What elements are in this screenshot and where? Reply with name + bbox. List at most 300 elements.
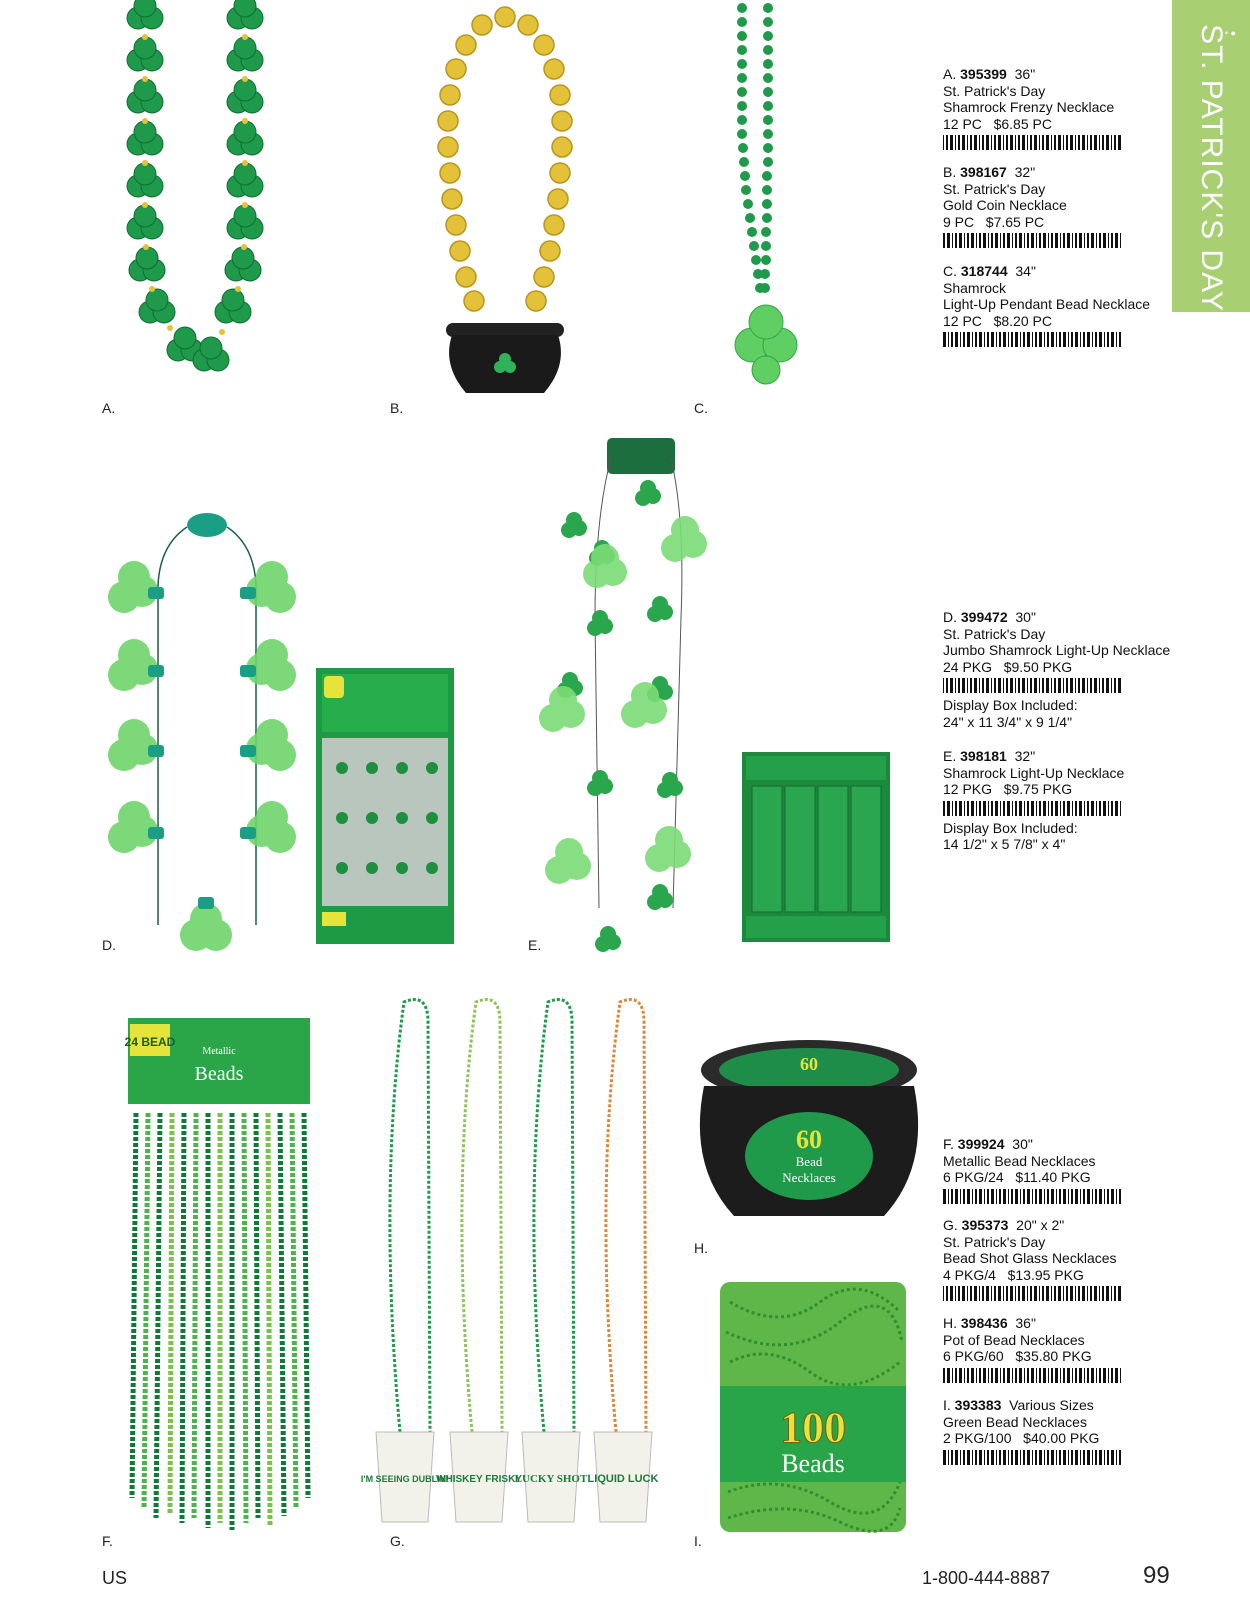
- barcode-bar: [1043, 801, 1046, 816]
- barcode-bar: [1108, 801, 1109, 816]
- barcode-bar: [1011, 1450, 1013, 1465]
- barcode-bar: [987, 332, 989, 347]
- product-line: St. Patrick's Day: [943, 1233, 1046, 1250]
- barcode: [943, 1368, 1203, 1383]
- barcode-bar: [999, 1189, 1001, 1204]
- metallic-count-text: 24 BEAD: [124, 1035, 176, 1049]
- barcode-bar: [1068, 1189, 1069, 1204]
- photo-b-gold-coin-necklace: [430, 5, 580, 410]
- pot-word1-text: Bead: [795, 1154, 823, 1169]
- product-line: St. Patrick's Day: [943, 180, 1046, 197]
- barcode-bar: [1082, 678, 1085, 693]
- barcode-bar: [1027, 1368, 1029, 1383]
- barcode-bar: [1058, 135, 1061, 150]
- product-a: [943, 66, 1203, 150]
- barcode-bar: [1034, 1286, 1037, 1301]
- barcode-bar: [1011, 1189, 1013, 1204]
- barcode-bar: [1063, 332, 1066, 347]
- barcode-bar: [1084, 1368, 1085, 1383]
- barcode-bar: [955, 233, 957, 248]
- barcode-bar: [972, 332, 973, 347]
- barcode-bar: [1087, 678, 1088, 693]
- barcode-bar: [1056, 1189, 1057, 1204]
- product-line: Bead Shot Glass Necklaces: [943, 1250, 1117, 1266]
- barcode-bar: [1019, 801, 1022, 816]
- product-line: Shamrock Frenzy Necklace: [943, 99, 1115, 115]
- barcode-bar: [1103, 801, 1106, 816]
- barcode-bar: [979, 1368, 981, 1383]
- barcode-bar: [1054, 1286, 1056, 1301]
- barcode-bar: [1010, 678, 1013, 693]
- barcode-bar: [1044, 1450, 1045, 1465]
- product-f: [943, 1136, 1203, 1204]
- barcode-bar: [1051, 1450, 1054, 1465]
- barcode-bar: [1020, 1450, 1021, 1465]
- barcode-bar: [1036, 233, 1037, 248]
- barcode-bar: [967, 1368, 969, 1383]
- barcode-bar: [1071, 1189, 1073, 1204]
- barcode-bar: [979, 332, 982, 347]
- barcode-bar: [1095, 1450, 1097, 1465]
- barcode-bar: [1039, 801, 1041, 816]
- barcode-bar: [1034, 135, 1037, 150]
- barcode-bar: [946, 1286, 948, 1301]
- barcode-bar: [950, 1286, 953, 1301]
- barcode-bar: [1104, 332, 1105, 347]
- barcode-bar: [955, 1189, 958, 1204]
- photo-label-d: D.: [102, 937, 116, 953]
- barcode-bar: [971, 233, 974, 248]
- barcode-bar: [1003, 678, 1004, 693]
- barcode-bar: [1078, 135, 1080, 150]
- barcode-bar: [991, 1450, 994, 1465]
- barcode-bar: [1044, 332, 1045, 347]
- barcode-bar: [1104, 1450, 1105, 1465]
- product-c: [943, 263, 1203, 347]
- barcode-bar: [1031, 1368, 1034, 1383]
- barcode-bar: [1054, 678, 1056, 693]
- barcode-bar: [959, 801, 962, 816]
- barcode-bar: [1084, 233, 1085, 248]
- barcode-bar: [975, 332, 977, 347]
- barcode-bar: [1111, 135, 1112, 150]
- photo-label-i: I.: [694, 1533, 702, 1549]
- photo-i-100-beads-jar: [720, 1282, 906, 1532]
- barcode-bar: [943, 801, 945, 816]
- barcode-bar: [976, 801, 977, 816]
- barcode-bar: [1055, 1368, 1058, 1383]
- product-line: Light-Up Pendant Bead Necklace: [943, 296, 1151, 312]
- barcode: [943, 332, 1203, 347]
- barcode-bar: [1094, 135, 1097, 150]
- barcode-bar: [998, 135, 1001, 150]
- barcode-bar: [960, 1450, 961, 1465]
- product-size: 36": [1015, 1315, 1036, 1331]
- barcode-bar: [1023, 1189, 1025, 1204]
- barcode-bar: [1066, 1286, 1068, 1301]
- barcode-bar: [1048, 233, 1049, 248]
- barcode-bar: [1066, 135, 1068, 150]
- barcode-bar: [1099, 332, 1102, 347]
- barcode-bar: [982, 135, 984, 150]
- barcode-bar: [955, 1368, 957, 1383]
- barcode-bar: [1051, 1286, 1052, 1301]
- barcode-bar: [1060, 801, 1061, 816]
- product-g: [943, 1217, 1203, 1301]
- barcode-bar: [963, 1450, 965, 1465]
- barcode-bar: [1107, 1450, 1109, 1465]
- barcode-bar: [1024, 801, 1025, 816]
- barcode-bar: [1072, 801, 1073, 816]
- footer-region: US: [102, 1568, 128, 1588]
- barcode-bar: [1051, 1368, 1053, 1383]
- product-line: Jumbo Shamrock Light-Up Necklace: [943, 642, 1171, 658]
- barcode-bar: [1027, 1189, 1030, 1204]
- barcode-bar: [996, 332, 997, 347]
- barcode-bar: [995, 233, 998, 248]
- barcode-bar: [1087, 332, 1090, 347]
- glass3-text: LUCKY SHOT: [514, 1473, 588, 1485]
- barcode-bar: [1099, 233, 1101, 248]
- barcode-bar: [1018, 1286, 1020, 1301]
- barcode-bar: [1015, 801, 1017, 816]
- barcode-bar: [983, 233, 986, 248]
- barcode-bar: [1042, 135, 1044, 150]
- barcode-bar: [948, 1189, 949, 1204]
- barcode-bar: [1063, 1450, 1066, 1465]
- barcode-bar: [979, 1189, 982, 1204]
- barcode-bar: [1108, 233, 1109, 248]
- barcode-bar: [1018, 135, 1020, 150]
- barcode-bar: [1075, 1450, 1078, 1465]
- barcode-bar: [1059, 1189, 1061, 1204]
- barcode-bar: [1027, 332, 1030, 347]
- barcode-bar: [1092, 1189, 1093, 1204]
- barcode-bar: [1080, 1189, 1081, 1204]
- barcode-bar: [1087, 1286, 1088, 1301]
- barcode-bar: [1063, 1189, 1066, 1204]
- barcode-bar: [1027, 1286, 1028, 1301]
- barcode-bar: [995, 1368, 998, 1383]
- barcode-bar: [1024, 233, 1025, 248]
- barcode-bar: [1006, 1286, 1008, 1301]
- barcode-bar: [1055, 233, 1058, 248]
- barcode-bar: [979, 801, 981, 816]
- barcode-bar: [1099, 1368, 1101, 1383]
- barcode-bar: [1067, 801, 1070, 816]
- barcode-bar: [943, 1368, 945, 1383]
- barcode-bar: [1015, 332, 1018, 347]
- photo-a-shamrock-frenzy-necklace: [100, 0, 290, 405]
- product-line: 9 PC $7.65 PC: [943, 213, 1045, 230]
- barcode-bar: [1068, 332, 1069, 347]
- barcode-bar: [1106, 135, 1109, 150]
- barcode-bar: [947, 801, 950, 816]
- barcode-bar: [1042, 1286, 1044, 1301]
- barcode-bar: [1003, 1368, 1005, 1383]
- barcode-bar: [1027, 1450, 1030, 1465]
- barcode-bar: [979, 233, 981, 248]
- barcode-bar: [1039, 135, 1040, 150]
- barcode-bar: [1075, 801, 1077, 816]
- barcode-bar: [1058, 1286, 1061, 1301]
- barcode-bar: [974, 1286, 977, 1301]
- barcode-bar: [952, 1368, 953, 1383]
- photo-d-display-box: [316, 668, 454, 944]
- barcode-bar: [951, 1450, 953, 1465]
- barcode-bar: [1047, 1450, 1049, 1465]
- barcode-bar: [1058, 678, 1061, 693]
- barcode-bar: [1007, 233, 1010, 248]
- footer-phone: 1-800-444-8887: [922, 1568, 1051, 1588]
- barcode-bar: [1099, 1189, 1102, 1204]
- barcode-bar: [1059, 332, 1061, 347]
- barcode-bar: [1063, 135, 1064, 150]
- barcode-bar: [1080, 1450, 1081, 1465]
- barcode-bar: [1106, 678, 1109, 693]
- barcode-bar: [970, 678, 972, 693]
- product-i: [943, 1397, 1203, 1465]
- barcode-bar: [1075, 1189, 1078, 1204]
- barcode-bar: [1111, 1450, 1114, 1465]
- barcode-bar: [1015, 1189, 1018, 1204]
- barcode-bar: [1006, 678, 1008, 693]
- jar-count-text: 100: [780, 1403, 846, 1452]
- barcode-bar: [1083, 1450, 1085, 1465]
- barcode-bar: [999, 332, 1001, 347]
- barcode-bar: [967, 135, 968, 150]
- photo-label-e: E.: [528, 937, 542, 953]
- product-letter: C.: [943, 263, 957, 279]
- barcode-bar: [998, 1286, 1001, 1301]
- barcode-bar: [1048, 801, 1049, 816]
- photo-e-display-box: [742, 752, 890, 942]
- barcode-bar: [1111, 1189, 1114, 1204]
- barcode-bar: [1003, 1450, 1006, 1465]
- barcode-bar: [991, 233, 993, 248]
- photo-c-pendant-bead-necklace: [718, 0, 818, 410]
- barcode-bar: [1068, 1450, 1069, 1465]
- barcode-bar: [1027, 678, 1028, 693]
- barcode-bar: [970, 1286, 972, 1301]
- barcode-bar: [1111, 332, 1114, 347]
- barcode-bar: [1115, 1368, 1118, 1383]
- barcode-bar: [1010, 1286, 1013, 1301]
- barcode-bar: [1022, 135, 1025, 150]
- barcode-bar: [1060, 1368, 1061, 1383]
- glass2-text: WHISKEY FRISKY: [436, 1474, 522, 1485]
- product-line: Pot of Bead Necklaces: [943, 1331, 1085, 1348]
- product-size: 20" x 2": [1016, 1217, 1065, 1233]
- photo-e-shamrock-light-up-necklace: [555, 438, 725, 966]
- glass1-text: I'M SEEING DUBLIN!: [360, 1474, 450, 1484]
- barcode: [943, 1286, 1203, 1301]
- barcode-bar: [1051, 1189, 1054, 1204]
- barcode-bar: [1108, 1368, 1109, 1383]
- barcode-bar: [986, 135, 989, 150]
- barcode-bar: [1063, 1286, 1064, 1301]
- barcode-bar: [1102, 135, 1104, 150]
- barcode-bar: [962, 678, 965, 693]
- barcode-bar: [1070, 1286, 1073, 1301]
- jar-word-text: Beads: [781, 1449, 845, 1478]
- photo-label-a: A.: [102, 400, 116, 416]
- barcode-bar: [967, 233, 969, 248]
- barcode-bar: [1118, 1286, 1121, 1301]
- barcode-bar: [1007, 801, 1010, 816]
- barcode-bar: [999, 1450, 1001, 1465]
- barcode-bar: [1027, 233, 1029, 248]
- barcode: [943, 1450, 1203, 1465]
- barcode-bar: [987, 1450, 989, 1465]
- barcode-bar: [955, 1450, 958, 1465]
- barcode-bar: [1022, 1286, 1025, 1301]
- barcode-bar: [1090, 135, 1092, 150]
- barcode-bar: [963, 1189, 965, 1204]
- barcode-bar: [1071, 1450, 1073, 1465]
- barcode-bar: [1087, 801, 1089, 816]
- barcode-bar: [952, 233, 953, 248]
- barcode-bar: [967, 1286, 968, 1301]
- product-extra: 24" x 11 3/4" x 9 1/4": [943, 713, 1073, 730]
- barcode-bar: [1019, 233, 1022, 248]
- barcode-bar: [1115, 233, 1118, 248]
- barcode-bar: [996, 1450, 997, 1465]
- barcode-bar: [1118, 135, 1121, 150]
- barcode-bar: [943, 1286, 944, 1301]
- barcode-bar: [1030, 1286, 1032, 1301]
- barcode-bar: [960, 332, 961, 347]
- barcode-bar: [955, 678, 956, 693]
- barcode-bar: [1070, 135, 1073, 150]
- barcode-bar: [967, 1450, 970, 1465]
- barcode-bar: [1011, 332, 1013, 347]
- product-sku: 398167: [960, 164, 1007, 180]
- barcode-bar: [1094, 678, 1097, 693]
- barcode-bar: [1055, 801, 1058, 816]
- barcode-bar: [1116, 1189, 1117, 1204]
- barcode-bar: [1091, 801, 1094, 816]
- barcode-bar: [1042, 678, 1044, 693]
- barcode-bar: [1015, 678, 1016, 693]
- barcode-bar: [959, 1368, 962, 1383]
- barcode-bar: [1056, 332, 1057, 347]
- product-line: 6 PKG/24 $11.40 PKG: [943, 1169, 1091, 1185]
- barcode-bar: [955, 135, 956, 150]
- barcode-bar: [986, 1286, 989, 1301]
- barcode-bar: [991, 678, 992, 693]
- barcode: [943, 233, 1203, 248]
- barcode-bar: [1034, 678, 1037, 693]
- product-sku: 399472: [960, 609, 1008, 625]
- barcode-bar: [1063, 678, 1064, 693]
- barcode-bar: [947, 1368, 950, 1383]
- barcode-bar: [958, 1286, 960, 1301]
- barcode-bar: [991, 801, 993, 816]
- barcode-bar: [964, 233, 965, 248]
- barcode-bar: [1079, 1368, 1082, 1383]
- barcode-bar: [991, 332, 994, 347]
- barcode: [943, 135, 1203, 150]
- barcode-bar: [1039, 1368, 1041, 1383]
- barcode-bar: [982, 1286, 984, 1301]
- product-b: [943, 164, 1203, 248]
- barcode-bar: [975, 1450, 977, 1465]
- barcode-bar: [995, 801, 998, 816]
- barcode-bar: [984, 1450, 985, 1465]
- barcode-bar: [1075, 1368, 1077, 1383]
- barcode-bar: [1090, 1286, 1092, 1301]
- barcode-bar: [1084, 801, 1085, 816]
- barcode-bar: [1019, 1368, 1022, 1383]
- barcode-bar: [1072, 1368, 1073, 1383]
- barcode-bar: [943, 135, 944, 150]
- product-extra: Display Box Included:: [943, 697, 1078, 713]
- barcode-bar: [994, 135, 996, 150]
- barcode-bar: [955, 801, 957, 816]
- barcode-bar: [1035, 1189, 1037, 1204]
- barcode-bar: [971, 1368, 974, 1383]
- product-size: 32": [1014, 748, 1036, 764]
- barcode-bar: [1079, 801, 1082, 816]
- barcode-bar: [1102, 678, 1104, 693]
- barcode-bar: [951, 1189, 953, 1204]
- barcode-bar: [1111, 801, 1113, 816]
- product-letter: D.: [943, 609, 957, 625]
- barcode-bar: [1080, 332, 1081, 347]
- product-size: 32": [1014, 164, 1036, 180]
- barcode-bar: [1036, 801, 1037, 816]
- barcode-bar: [975, 1189, 977, 1204]
- barcode-bar: [943, 1450, 946, 1465]
- barcode-bar: [1118, 678, 1121, 693]
- barcode-bar: [1083, 332, 1085, 347]
- barcode-bar: [994, 1286, 996, 1301]
- barcode-bar: [1046, 135, 1049, 150]
- product-d: [943, 609, 1203, 730]
- barcode-bar: [1006, 135, 1008, 150]
- barcode-bar: [998, 678, 1001, 693]
- product-sku: 398436: [960, 1315, 1008, 1331]
- barcode-bar: [1039, 1286, 1040, 1301]
- barcode-bar: [1003, 1286, 1004, 1301]
- metallic-title-text: Metallic: [202, 1046, 236, 1057]
- barcode-bar: [1106, 1286, 1109, 1301]
- barcode-bar: [1039, 1189, 1042, 1204]
- photo-g-shot-glass-necklaces: [360, 992, 684, 1532]
- barcode-bar: [1015, 135, 1016, 150]
- barcode-bar: [1099, 1286, 1100, 1301]
- barcode-bar: [1075, 332, 1078, 347]
- product-size: Various Sizes: [1009, 1397, 1094, 1413]
- barcode-bar: [991, 1286, 992, 1301]
- product-letter: F.: [943, 1136, 954, 1152]
- barcode-bar: [1107, 1189, 1109, 1204]
- barcode-bar: [1119, 332, 1121, 347]
- barcode-bar: [1010, 135, 1013, 150]
- barcode-bar: [946, 678, 948, 693]
- barcode-bar: [1022, 678, 1025, 693]
- barcode-bar: [984, 1189, 985, 1204]
- barcode-bar: [1039, 678, 1040, 693]
- barcode-bar: [984, 332, 985, 347]
- pot-word2-text: Necklaces: [782, 1170, 836, 1185]
- barcode-bar: [1075, 678, 1076, 693]
- barcode-bar: [974, 678, 977, 693]
- barcode-bar: [943, 332, 946, 347]
- barcode-bar: [1035, 1450, 1037, 1465]
- barcode-bar: [1051, 801, 1053, 816]
